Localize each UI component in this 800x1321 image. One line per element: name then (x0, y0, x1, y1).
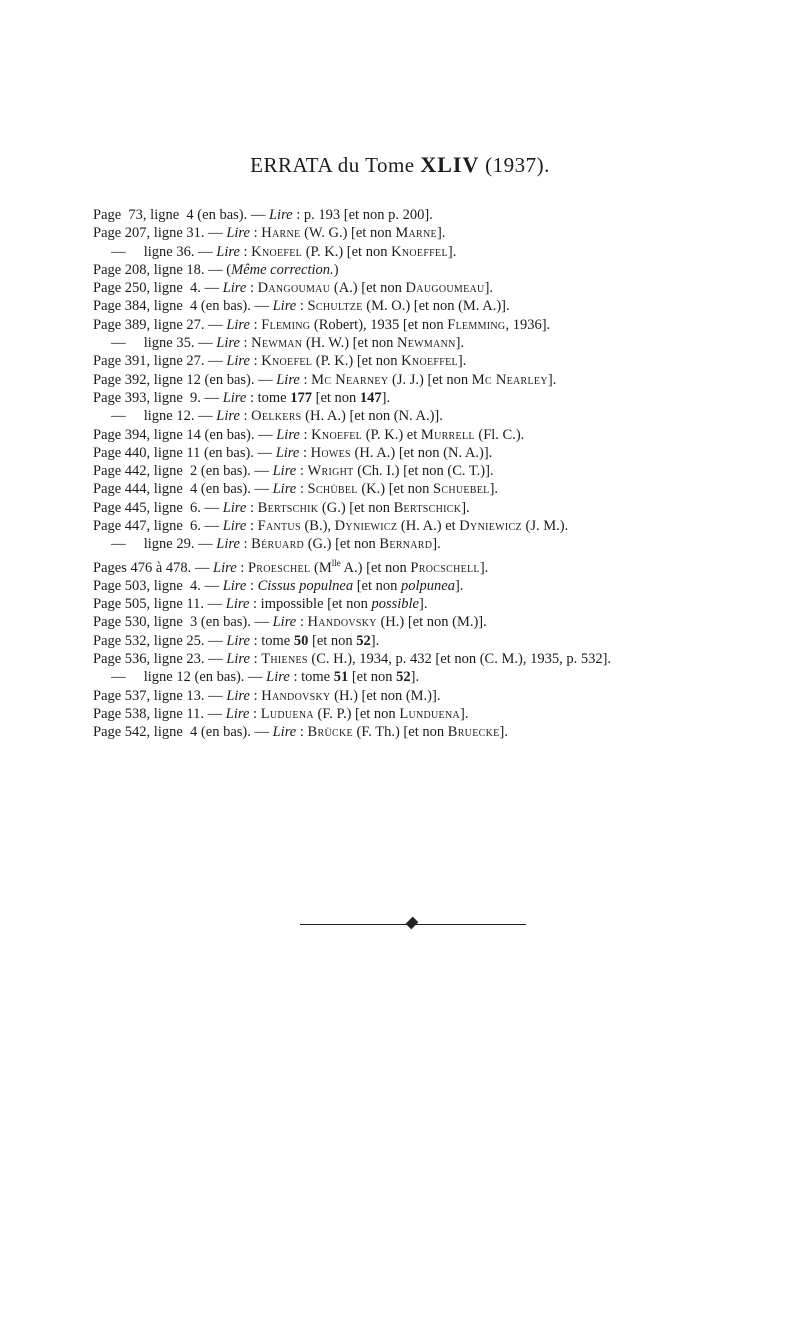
errata-entry-segment: ]. (418, 596, 428, 613)
errata-entry-segment: Page 445, ligne 6. — (93, 499, 223, 516)
errata-entry-segment: Même correction. (231, 261, 334, 278)
errata-entry-segment: (H. A.) [et non (N. A.)]. (350, 444, 493, 461)
errata-entry-segment: Page 447, ligne 6. — (93, 518, 223, 535)
errata-entry-segment: Fantus (257, 518, 301, 535)
errata-entry (93, 595, 753, 613)
errata-entry (93, 723, 753, 741)
errata-entry-segment: : (299, 444, 311, 461)
errata-entry-segment: (M. O.) [et non (M. A.)]. (362, 298, 510, 315)
errata-entry-segment: (H. W.) [et non (302, 335, 397, 352)
errata-entry (93, 444, 753, 462)
errata-entry-segment: Lire (226, 225, 250, 242)
errata-entry (93, 577, 753, 595)
title-year: (1937). (485, 153, 550, 177)
errata-entry-segment: Page 542, ligne 4 (en bas). — (93, 724, 273, 741)
errata-entry (93, 316, 753, 334)
errata-entry-segment: : (249, 316, 262, 333)
errata-entry-segment: Cissus populnea (257, 577, 354, 594)
errata-entry-segment: : (296, 298, 308, 315)
errata-entry-segment: Fleming (261, 316, 311, 333)
errata-entry (93, 632, 753, 650)
errata-entry-segment: Dyniewicz (459, 518, 522, 535)
errata-entry-segment: — ligne 36. — (93, 243, 217, 260)
errata-entry-segment: (K.) [et non (357, 481, 433, 498)
errata-entry-segment: Howes (310, 444, 351, 461)
errata-entry-segment: ]. (479, 559, 489, 576)
errata-entry-segment: : (249, 353, 262, 370)
errata-entry-segment: (H. A.) et (397, 518, 460, 535)
errata-entry-segment: Lire (266, 669, 290, 686)
errata-entry-segment: Murrell (420, 426, 475, 443)
errata-entry-segment: : (249, 687, 262, 704)
errata-entry (93, 334, 753, 352)
errata-entry-segment: (H.) [et non (M.)]. (330, 687, 441, 704)
errata-entry (93, 352, 753, 370)
errata-entry-segment: Knoeffel (391, 243, 448, 260)
errata-entry-segment: Lire (216, 536, 240, 553)
errata-entry-segment: Lire (268, 207, 293, 223)
errata-entry-segment: Lire (276, 426, 300, 443)
errata-entry-segment: [et non (311, 389, 360, 406)
errata-entry-segment: : (249, 705, 261, 722)
errata-entry-segment: [et non (308, 632, 357, 649)
errata-entry-segment: Lire (225, 705, 250, 722)
errata-entry-segment: Lire (216, 335, 240, 352)
errata-entry (93, 480, 753, 498)
errata-entry-segment: Dangoumau (257, 280, 331, 297)
errata-entry-segment: Lire (213, 559, 237, 576)
diamond-ornament-icon (406, 917, 419, 930)
errata-entry-segment: (W. G.) [et non (300, 225, 396, 242)
errata-entry-segment: Page 442, ligne 2 (en bas). — (93, 463, 273, 480)
errata-entry-segment: (J. M.). (521, 518, 569, 535)
errata-entry (93, 517, 753, 535)
errata-entry-segment: ]. (489, 481, 499, 498)
errata-entry-segment: 50 (293, 632, 309, 649)
errata-entry-segment: Page 208, ligne 18. — ( (93, 261, 232, 278)
errata-entry (93, 535, 753, 553)
errata-entry (93, 297, 753, 315)
errata-entry-segment: Daugoumeau (405, 280, 485, 297)
errata-entry-segment: Schübel (307, 481, 358, 498)
errata-entry-segment: Lire (216, 408, 240, 425)
errata-entry-segment: Page 503, ligne 4. — (93, 577, 223, 594)
errata-entry-segment: Lire (226, 650, 250, 667)
title-prefix: ERRATA du Tome (250, 153, 415, 177)
errata-entry-segment: Page 73, ligne 4 (en bas). — (93, 207, 269, 223)
errata-entry-segment: Wright (307, 463, 354, 480)
errata-entry-segment: Marne (395, 225, 437, 242)
errata-entry-segment: (P. K.) [et non (302, 243, 392, 260)
page-title (0, 152, 800, 178)
errata-entry (93, 371, 753, 389)
errata-entry-segment: ]. (432, 536, 441, 553)
errata-entry (93, 426, 753, 444)
errata-entry-segment: Lire (222, 389, 247, 406)
errata-entry (93, 407, 753, 425)
errata-entry-segment: A.) [et non (340, 559, 411, 576)
errata-entry-segment: (B.), (300, 518, 335, 535)
errata-entry (93, 705, 753, 723)
errata-entry-segment: Bertschick (393, 499, 462, 516)
errata-entry-segment: : (249, 225, 262, 242)
errata-entry-segment: ]. (447, 243, 457, 260)
errata-entry-segment: Lire (222, 280, 247, 297)
errata-entry-segment: 147 (359, 389, 382, 406)
errata-entry-segment: — ligne 29. — (93, 536, 217, 553)
errata-entry-segment: (C. H.), 1934, p. 432 [et non (C. M.), 1935, p. 532]. (307, 650, 612, 667)
errata-entry-segment: : (296, 481, 308, 498)
errata-entry (93, 668, 753, 686)
errata-entry-segment: Lire (216, 243, 240, 260)
errata-entry-segment: Harne (261, 225, 301, 242)
errata-entry-segment: [et non (353, 577, 401, 594)
errata-entry-segment: [et non (348, 669, 397, 686)
errata-entry (93, 687, 753, 705)
errata-entry-segment: lle (331, 557, 341, 568)
errata-entry-segment: : (296, 614, 308, 631)
errata-entry-segment: Lire (225, 596, 250, 613)
errata-entry-segment: Handovsky (307, 614, 377, 631)
errata-entry-segment: Lire (272, 724, 297, 741)
errata-entry (93, 279, 753, 297)
errata-entry (93, 650, 753, 668)
errata-entry-segment: ]. (455, 335, 465, 352)
errata-entry-segment: Flemming (447, 316, 506, 333)
errata-entry-segment: (Ch. I.) [et non (C. T.)]. (353, 463, 494, 480)
errata-entry-segment: (G.) [et non (318, 499, 394, 516)
errata-entry-segment: Page 530, ligne 3 (en bas). — (93, 614, 273, 631)
errata-entry-segment: ]. (370, 632, 380, 649)
errata-entry-segment: Lire (222, 518, 247, 535)
errata-entry-segment: Newman (251, 335, 303, 352)
errata-entry-segment: Page 384, ligne 4 (en bas). — (93, 298, 273, 315)
errata-entry-segment: Pages 476 à 478. — (93, 559, 214, 576)
errata-entry-segment: Handovsky (261, 687, 331, 704)
errata-entry-segment: Page 537, ligne 13. — (93, 687, 227, 704)
errata-entry-segment: Thienes (261, 650, 308, 667)
errata-entry-segment: : (246, 577, 258, 594)
errata-entry-segment: possible (371, 596, 419, 613)
errata-entry-segment: Schultze (307, 298, 363, 315)
errata-entry-segment: Knoeffel (401, 353, 458, 370)
errata-entry-segment: (Robert), 1935 [et non (310, 316, 448, 333)
errata-entry-segment: Lire (226, 316, 250, 333)
errata-entry-segment: ]. (457, 353, 467, 370)
errata-entry-segment: (J. J.) [et non (388, 371, 472, 388)
errata-entry-segment: Page 538, ligne 11. — (93, 705, 226, 722)
errata-entry-segment: Procschell (410, 559, 480, 576)
errata-entry-segment: Lire (272, 298, 297, 315)
errata-entry-segment: Page 536, ligne 23. — (93, 650, 227, 667)
errata-entry-segment: (H. A.) [et non (N. A.)]. (301, 408, 443, 425)
errata-entry-segment: Page 505, ligne 11. — (93, 596, 226, 613)
errata-entry-segment: Lire (272, 481, 297, 498)
errata-entry-segment: : (236, 559, 248, 576)
errata-entry-segment: Lire (276, 371, 300, 388)
errata-entry-segment: ]. (436, 225, 446, 242)
errata-entry-segment: (M (310, 559, 332, 576)
errata-entry-segment: Lunduena (399, 705, 461, 722)
errata-entry (93, 389, 753, 407)
errata-entry-segment: : tome (246, 389, 291, 406)
errata-entry-segment: (F. Th.) [et non (352, 724, 448, 741)
errata-entry-segment: Page 250, ligne 4. — (93, 280, 223, 297)
errata-entry-segment: : (239, 408, 252, 425)
errata-entry-segment: : (246, 518, 258, 535)
errata-entry-segment: : tome (249, 632, 294, 649)
errata-entry-segment: Newmann (396, 335, 456, 352)
errata-entry-segment: : (239, 243, 252, 260)
errata-entry-segment: Mc Nearley (471, 371, 548, 388)
errata-entry-segment: : (246, 280, 258, 297)
errata-entry-segment: ]. (410, 669, 420, 686)
errata-entry-segment: Luduena (260, 705, 314, 722)
errata-entry-segment: (G.) [et non (304, 536, 380, 553)
errata-entry (93, 613, 753, 631)
errata-entry-segment: Lire (226, 353, 250, 370)
errata-entry-segment: : (299, 371, 312, 388)
errata-entry-segment: Knoefel (251, 243, 303, 260)
errata-list (93, 206, 753, 741)
errata-entry-segment: Dyniewicz (334, 518, 398, 535)
errata-entry-segment: : (249, 650, 262, 667)
errata-entry-segment: : tome (289, 669, 334, 686)
errata-entry (93, 224, 753, 242)
errata-entry (93, 243, 753, 261)
errata-entry (93, 261, 753, 279)
title-volume: XLIV (420, 152, 480, 177)
errata-entry-segment: 52 (396, 669, 411, 686)
errata-entry-segment: 52 (356, 632, 371, 649)
errata-entry (93, 499, 753, 517)
errata-entry (93, 462, 753, 480)
errata-entry-segment: ]. (460, 705, 469, 722)
errata-entry-segment: : (296, 463, 308, 480)
errata-entry-segment: (A.) [et non (330, 280, 406, 297)
errata-entry-segment: Oelkers (251, 408, 302, 425)
errata-entry-segment: Brücke (307, 724, 353, 741)
errata-entry-segment: : impossible [et non (249, 596, 372, 613)
errata-entry-segment: ]. (499, 724, 508, 741)
errata-entry-segment: Lire (272, 463, 297, 480)
errata-entry-segment: Bertschik (257, 499, 319, 516)
errata-entry-segment: Page 207, ligne 31. — (93, 225, 227, 242)
errata-entry-segment: 51 (333, 669, 349, 686)
errata-entry-segment: ]. (454, 577, 464, 594)
errata-entry-segment: Bernard (379, 536, 433, 553)
errata-entry-segment: Knoefel (261, 353, 313, 370)
errata-entry-segment: : (296, 724, 308, 741)
errata-entry-segment: Lire (222, 577, 247, 594)
errata-entry-segment: ]. (381, 389, 391, 406)
errata-entry-segment: Lire (272, 614, 297, 631)
errata-entry-segment: Page 394, ligne 14 (en bas). — (93, 426, 277, 443)
errata-entry-segment: (Fl. C.). (474, 426, 525, 443)
errata-entry-segment: ) (333, 261, 339, 278)
errata-entry-segment: Lire (226, 687, 250, 704)
errata-entry (93, 554, 753, 577)
errata-entry-segment: Page 532, ligne 25. — (93, 632, 227, 649)
errata-entry-segment: (F. P.) [et non (313, 705, 400, 722)
errata-entry-segment: Proeschel (247, 559, 311, 576)
errata-entry-segment: ]. (461, 499, 470, 516)
errata-entry-segment: — ligne 12 (en bas). — (93, 669, 267, 686)
errata-entry-segment: — ligne 12. — (93, 408, 217, 425)
errata-entry-segment: Page 391, ligne 27. — (93, 353, 227, 370)
errata-entry-segment: : (299, 426, 312, 443)
errata-entry-segment: Schuebel (433, 481, 490, 498)
errata-entry-segment: : (239, 536, 252, 553)
errata-entry-segment: Lire (275, 444, 300, 461)
errata-entry-segment: ]. (484, 280, 494, 297)
errata-entry-segment: Page 393, ligne 9. — (93, 389, 223, 406)
errata-entry-segment: Béruard (251, 536, 305, 553)
errata-entry-segment: 177 (290, 389, 312, 406)
errata-entry-segment: — ligne 35. — (93, 335, 217, 352)
errata-entry-segment: Mc Nearney (311, 371, 389, 388)
errata-entry-segment: polpunea (401, 577, 455, 594)
errata-entry-segment: ]. (547, 371, 557, 388)
errata-entry-segment: Page 392, ligne 12 (en bas). — (93, 371, 277, 388)
errata-entry-segment: Page 389, ligne 27. — (93, 316, 227, 333)
errata-entry-segment: Lire (226, 632, 250, 649)
errata-entry-segment: Page 440, ligne 11 (en bas). — (93, 444, 276, 461)
errata-entry-segment: Knoefel (311, 426, 363, 443)
errata-entry-segment: Page 444, ligne 4 (en bas). — (93, 481, 273, 498)
errata-entry-segment: : p. 193 [et non p. 200]. (292, 207, 433, 223)
errata-entry (93, 206, 753, 224)
errata-entry-segment: Lire (222, 499, 247, 516)
errata-entry-segment: : (239, 335, 252, 352)
errata-entry-segment: (P. K.) [et non (312, 353, 402, 370)
errata-entry-segment: Bruecke (447, 724, 500, 741)
errata-entry-segment: (P. K.) et (362, 426, 421, 443)
errata-entry-segment: (H.) [et non (M.)]. (376, 614, 487, 631)
errata-entry-segment: : (246, 499, 258, 516)
errata-entry-segment: , 1936]. (505, 316, 551, 333)
